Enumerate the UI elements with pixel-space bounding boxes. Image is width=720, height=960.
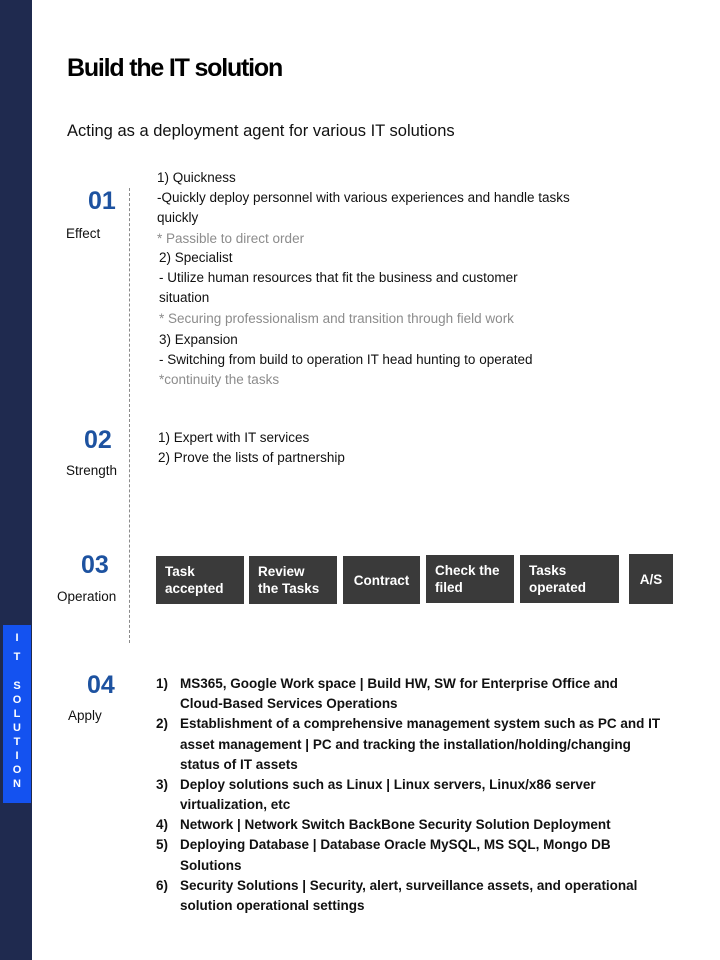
effect-note: *continuity the tasks xyxy=(159,372,280,387)
apply-item-number: 3) xyxy=(156,777,169,792)
effect-line: - Switching from build to operation IT head hunting to operated xyxy=(159,352,533,367)
apply-item-line: virtualization, etc xyxy=(180,797,291,812)
step-text: Review xyxy=(258,564,305,579)
apply-item-number: 2) xyxy=(156,716,169,731)
apply-item-number: 5) xyxy=(156,837,169,852)
effect-label: Effect xyxy=(66,226,101,241)
side-bar xyxy=(0,0,32,960)
effect-line: - Utilize human resources that fit the business and customer xyxy=(159,270,518,285)
side-tag-letter: T xyxy=(13,651,21,663)
apply-item-line: Cloud-Based Services Operations xyxy=(180,696,398,711)
apply-item-line: Solutions xyxy=(180,858,242,873)
operation-step-contract xyxy=(343,556,420,604)
operation-step-as xyxy=(629,554,673,604)
side-tag-letter: L xyxy=(13,708,21,720)
strength-line: 1) Expert with IT services xyxy=(158,430,310,445)
operation-label: Operation xyxy=(57,589,117,604)
apply-item-line: Deploying Database | Database Oracle MySQL, MS SQL, Mongo DB xyxy=(180,837,611,852)
side-tag-letter: N xyxy=(13,778,21,790)
apply-item-number: 6) xyxy=(156,878,169,893)
apply-item-line: Security Solutions | Security, alert, surveillance assets, and operational xyxy=(180,878,638,893)
side-tag-letter: S xyxy=(13,680,21,692)
apply-item-number: 4) xyxy=(156,817,169,832)
operation-step-task-accepted xyxy=(156,556,244,604)
operation-step-check-filed xyxy=(426,555,514,603)
step-text: operated xyxy=(529,580,587,595)
effect-note: * Passible to direct order xyxy=(157,231,305,246)
step-text: Contract xyxy=(353,572,410,588)
strength-label: Strength xyxy=(66,463,118,478)
apply-item-line: MS365, Google Work space | Build HW, SW for Enterprise Office and xyxy=(180,676,618,691)
strength-line: 2) Prove the lists of partnership xyxy=(158,450,345,465)
side-tag-letter: O xyxy=(12,694,22,706)
step-text: Tasks xyxy=(529,563,567,578)
side-tag-letter: I xyxy=(15,750,19,762)
step-text: accepted xyxy=(165,581,224,596)
effect-note: * Securing professionalism and transition through field work xyxy=(159,311,514,326)
apply-item-number: 1) xyxy=(156,676,169,691)
apply-item-line: Network | Network Switch BackBone Security Solution Deployment xyxy=(180,817,611,832)
step-text: Check the xyxy=(435,563,500,578)
operation-step-tasks-operated xyxy=(520,555,619,603)
effect-line: -Quickly deploy personnel with various experiences and handle tasks xyxy=(157,190,570,205)
effect-line: 1) Quickness xyxy=(157,170,236,185)
side-tag-letter: T xyxy=(13,736,21,748)
apply-item-line: solution operational settings xyxy=(180,898,365,913)
effect-line: quickly xyxy=(157,210,199,225)
side-tag-letter: U xyxy=(13,722,21,734)
apply-item-line: Deploy solutions such as Linux | Linux servers, Linux/x86 server xyxy=(180,777,596,792)
page-subtitle: Acting as a deployment agent for various IT solutions xyxy=(67,122,455,140)
apply-number: 04 xyxy=(87,671,115,699)
operation-step-review-tasks xyxy=(249,556,337,604)
effect-line: 3) Expansion xyxy=(159,332,238,347)
side-tag-letter: O xyxy=(12,764,22,776)
side-tag-letter: I xyxy=(15,632,19,644)
step-text: the Tasks xyxy=(258,581,320,596)
effect-line: situation xyxy=(159,290,210,305)
page-title: Build the IT solution xyxy=(67,54,283,82)
operation-number: 03 xyxy=(81,551,109,579)
side-tag-it-solution xyxy=(3,625,31,803)
effect-number: 01 xyxy=(88,187,116,215)
strength-number: 02 xyxy=(84,426,112,454)
effect-line: 2) Specialist xyxy=(159,250,233,265)
apply-item-line: asset management | PC and tracking the installation/holding/changing xyxy=(180,737,631,752)
apply-item-line: status of IT assets xyxy=(180,757,298,772)
step-text: Task xyxy=(165,564,195,579)
section-divider-line xyxy=(129,188,130,643)
apply-item-line: Establishment of a comprehensive management system such as PC and IT xyxy=(180,716,661,731)
step-text: A/S xyxy=(639,571,663,587)
apply-label: Apply xyxy=(68,708,102,723)
step-text: filed xyxy=(435,580,463,595)
